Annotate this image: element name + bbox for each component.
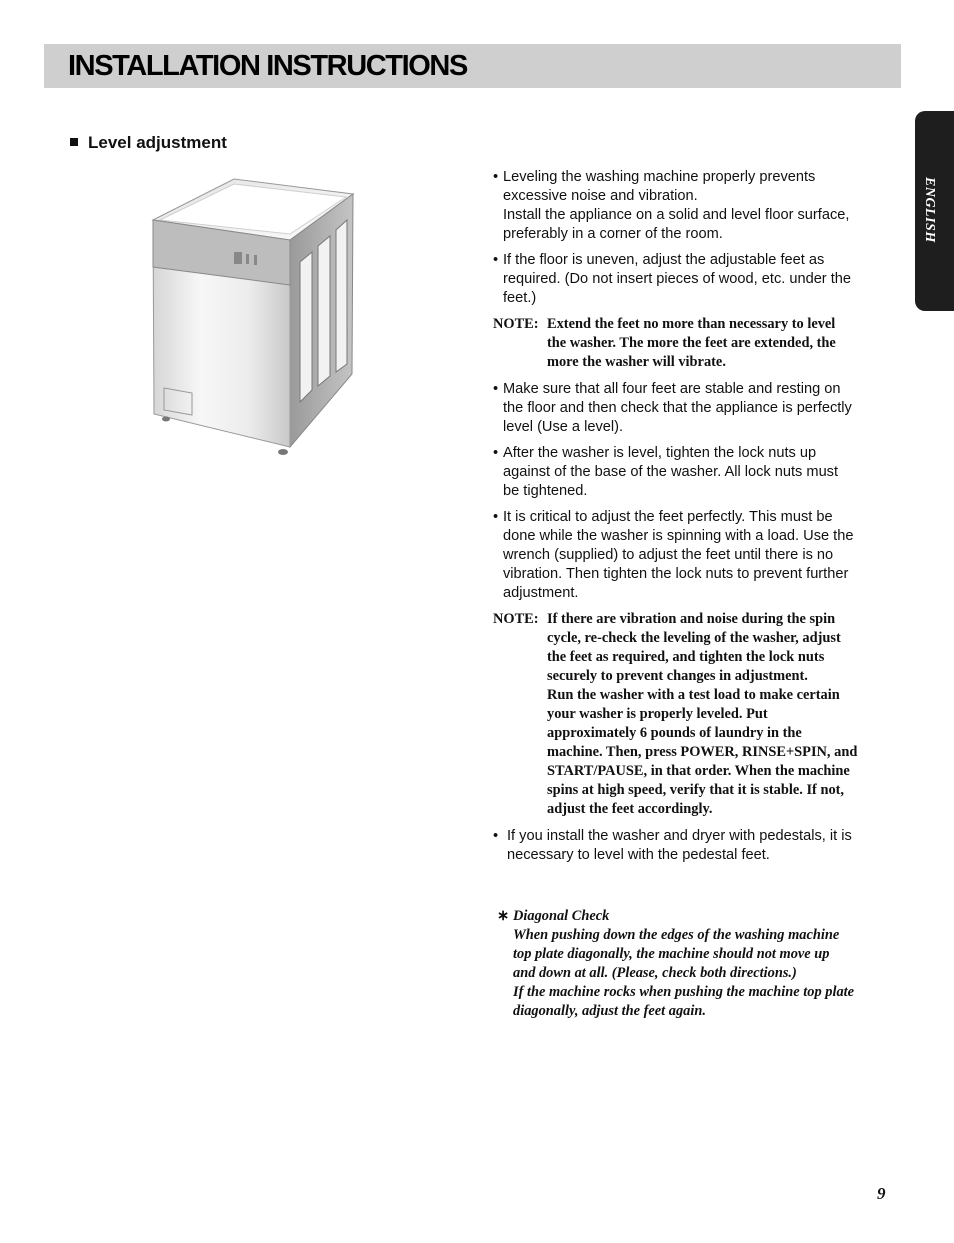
bullet-marker: • (493, 509, 499, 525)
list-item: • Make sure that all four feet are stable and resting on the floor and then check that the appliance is perfectly level (Use a level). (493, 381, 852, 435)
list-item: • It is critical to adjust the feet perfectly. This must be done while the washer is spinning with a load. Use the wrench (supplied) to adjust the feet until there is no vibration. Then tighten the lock nuts to prevent further adjustment. (493, 509, 854, 601)
asterisk-icon: ∗ (497, 908, 510, 924)
bullet-marker: • (493, 381, 499, 397)
bullet-marker: • (493, 445, 499, 461)
diagonal-check: ∗ Diagonal Check When pushing down the edges of the washing machine top plate diagonally, the machine should not move up and down at all. (Please, check both directions.) If the machine rocks when pushing the machine top plate diagonally, adjust the feet again. (497, 907, 897, 1021)
bullet-marker: • (493, 252, 499, 268)
note-label: NOTE: (493, 611, 539, 627)
page-number: 9 (877, 1184, 886, 1203)
list-item: • If you install the washer and dryer with pedestals, it is necessary to level with the pedestal feet. (493, 828, 852, 863)
list-item: • If the floor is uneven, adjust the adjustable feet as required. (Do not insert pieces of wood, etc. under the feet.) (493, 252, 852, 306)
header-bar (44, 44, 901, 88)
content-column (493, 168, 893, 872)
language-tab (915, 111, 954, 311)
bullet-marker: • (493, 828, 499, 844)
page-title: INSTALLATION INSTRUCTIONS (68, 50, 467, 82)
square-bullet-icon (70, 138, 78, 146)
list-item: • After the washer is level, tighten the lock nuts up against of the base of the washer. All lock nuts must be tightened. (493, 445, 839, 499)
washer-illustration (148, 172, 360, 460)
section-heading-text: Level adjustment (88, 133, 227, 152)
section-heading (70, 132, 227, 154)
list-item: • Leveling the washing machine properly prevents excessive noise and vibration. Install the appliance on a solid and level floor surface, preferably in a corner of the room. (493, 169, 850, 242)
language-tab-label: ENGLISH (922, 177, 937, 243)
diagonal-check-title: Diagonal Check (513, 908, 610, 924)
bullet-marker: • (493, 169, 499, 185)
note-label: NOTE: (493, 316, 539, 332)
note-block: NOTE: Extend the feet no more than necessary to level the washer. The more the feet are extended, the more the washer will vibrate. (493, 316, 836, 370)
note-block: NOTE: If there are vibration and noise during the spin cycle, re-check the leveling of the washer, adjust the feet as required, and tighten the lock nuts securely to prevent changes in adjustment. Run the washer with a test load to make certain your washer is properly leveled. Put approximately 6 pounds of laundry in the machine. Then, press POWER, RINSE+SPIN, and START/PAUSE, in that order. When the machine spins at high speed, verify that it is stable. If not, adjust the feet accordingly. (493, 611, 858, 817)
